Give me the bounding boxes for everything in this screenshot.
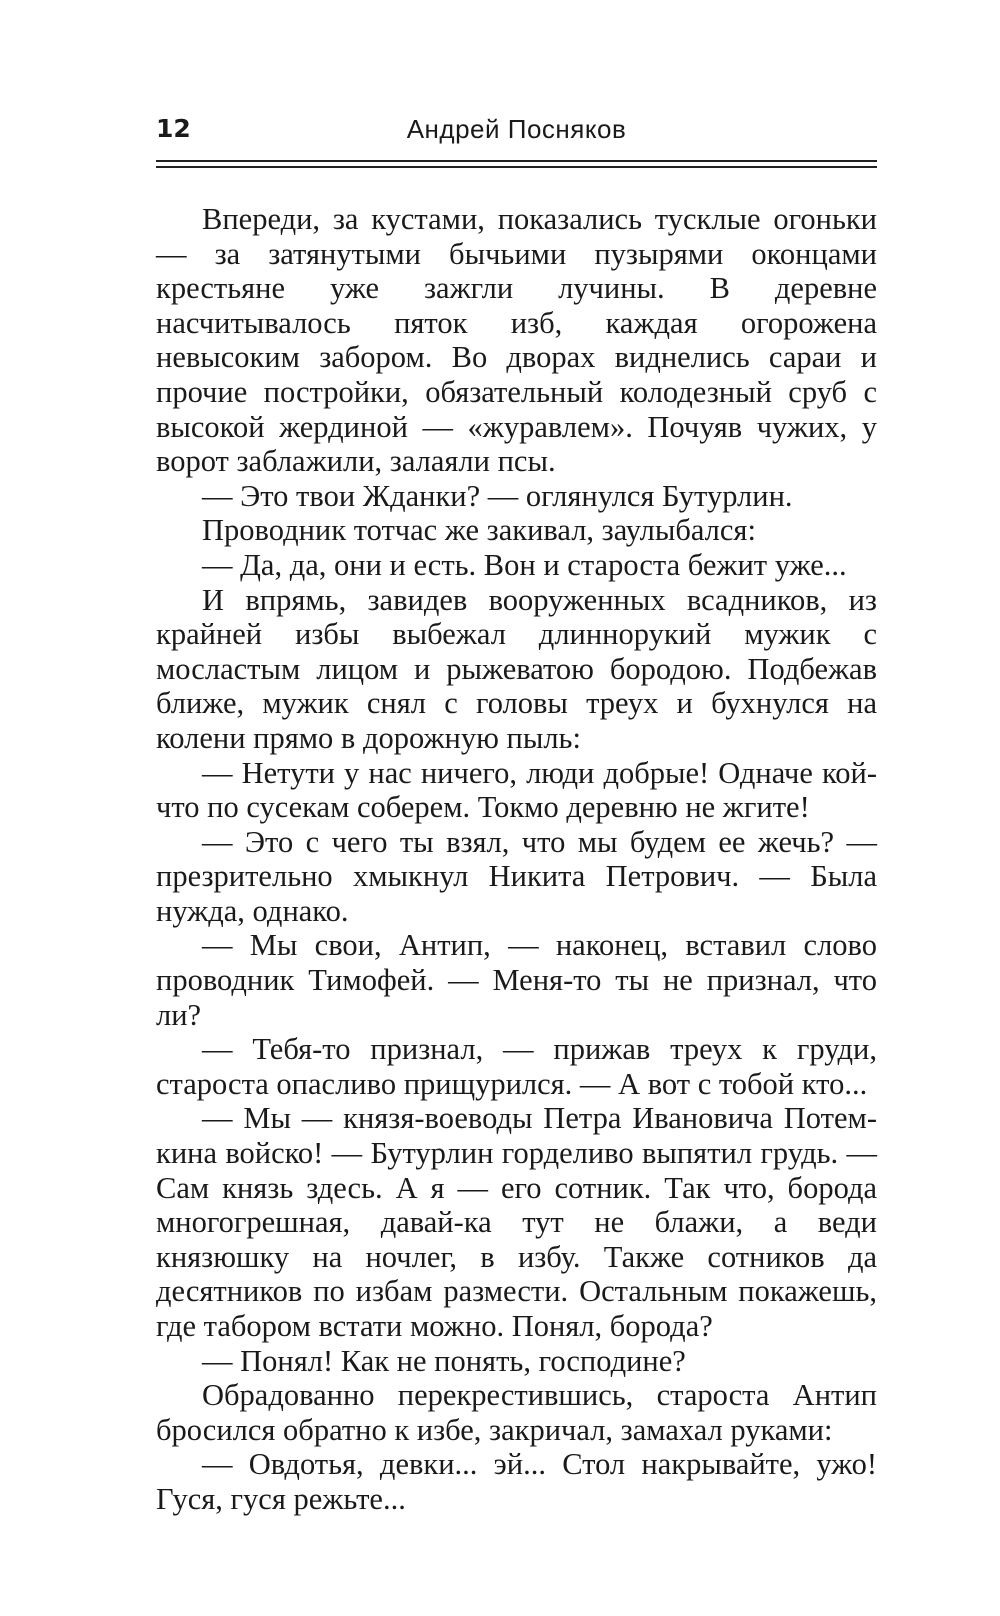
header-rule-top (156, 160, 877, 162)
header-rule-bottom (156, 166, 877, 168)
paragraph: — Тебя-то признал, — прижав треух к груди, староста опасливо прищурился. — А вот с тобой кто... (156, 1032, 877, 1101)
running-title: Андрей Посняков (406, 114, 627, 144)
paragraph: — Это твои Жданки? — оглянулся Бутурлин. (202, 478, 793, 513)
paragraph: — Мы — князя-воеводы Петра Ивановича Потемкина войско! — Бутурлин горделиво выпятил грудь. — Сам князь здесь. А я — его сотник. Так что, борода многогрешная, давай-ка тут не блажи, а веди князюшку на ночлег, в избу. Также сотников да десятников по избам размести. Остальным покажешь, где табором встати можно. Понял, борода? (156, 1101, 877, 1343)
paragraph: Проводник тотчас же закивал, заулыбался: (202, 513, 756, 548)
paragraph: — Мы свои, Антип, — наконец, вставил слово проводник Тимофей. — Меня-то ты не признал, что ли? (156, 928, 877, 1032)
paragraph: — Нетути у нас ничего, люди добрые! Одначе койчто по сусекам соберем. Токмо деревню не жгите! (156, 755, 877, 825)
paragraph: Впереди, за кустами, показались тусклые огоньки — за затянутыми бычьими пузырями оконцами крестьяне уже зажгли лучины. В деревне насчитывалось пяток изб, каждая огорожена невысоким забором. Во дворах виднелись сараи и прочие постройки, обязательный колодезный сруб с высокой жердиной — «журавлем». Почуяв чужих, у ворот заблажили, залаяли псы. (156, 202, 877, 479)
paragraph: — Это с чего ты взял, что мы будем ее жечь? — презрительно хмыкнул Никита Петрович. — Была нужда, однако. (156, 824, 877, 928)
page-number: 12 (156, 114, 191, 143)
body-text (156, 202, 877, 1517)
paragraph: — Да, да, они и есть. Вон и староста бежит уже... (202, 547, 847, 582)
paragraph: — Понял! Как не понять, господине? (202, 1343, 686, 1378)
paragraph: — Овдотья, девки... эй... Стол накрывайте, ужо! Гуся, гуся режьте... (156, 1447, 877, 1516)
page-header (156, 114, 877, 154)
paragraph: Обрадованно перекрестившись, староста Антип бросился обратно к избе, закричал, замахал руками: (156, 1378, 877, 1447)
paragraph: И впрямь, завидев вооруженных всадников, из крайней избы выбежал длиннорукий мужик с мосластым лицом и рыжеватою бородою. Подбежав ближе, мужик снял с головы треух и бухнулся на колени прямо в дорожную пыль: (156, 582, 877, 755)
